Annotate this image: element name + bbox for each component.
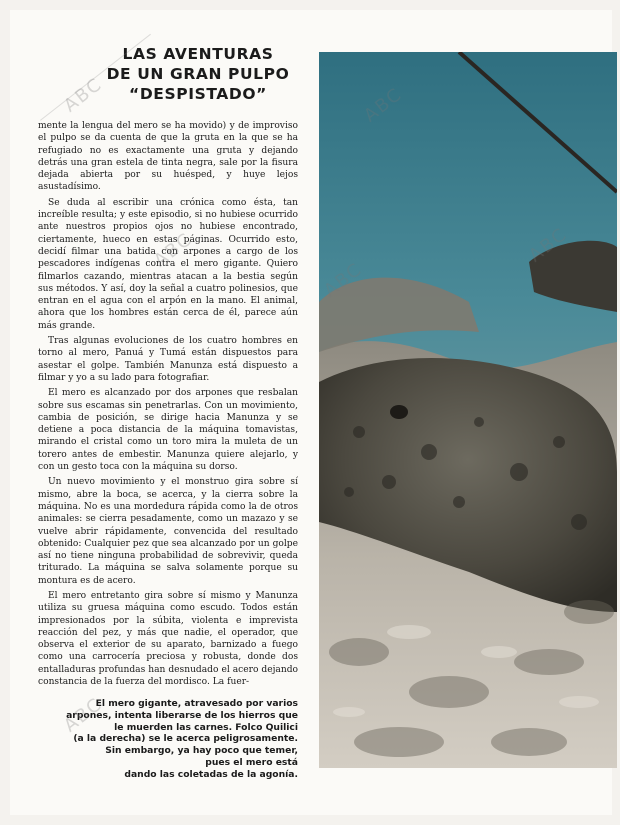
title-line-2: DE UN GRAN PULPO [106,65,290,83]
watermark-abc: ABC [150,228,197,272]
caption-line-2: arpones, intenta liberarse de los hierros que [66,709,298,721]
article-body [38,120,298,691]
grouper-photo [319,52,617,768]
watermark-abc: ABC [525,223,572,267]
paragraph-5: Un nuevo movimiento y el monstruo gira sobre sí mismo, abre la boca, se acerca, y la cierra sobre la máquina. No es una mordedura rápida como la de otros animales: se cierra pesadamente, como un mazazo y se vuelve abrir rápidamente, convencida del resultado obtenido: Cualquier pez que sea alcanzado por un golpe así no tiene ninguna probabilidad de sobrevivir, queda triturado. La máquina se salva solamente porque su montura es de acero. [38,477,298,586]
watermark-abc: ABC [60,693,107,737]
photo-caption [40,698,298,781]
caption-line-3: le muerden las carnes. Folco Quilici [114,721,298,733]
watermark-abc: ABC [360,83,407,127]
article-title [78,44,318,104]
title-line-1: LAS AVENTURAS [122,45,274,63]
fish-eye [390,405,408,419]
caption-line-4: (a la derecha) se le acerca peligrosamente. [73,733,298,745]
paragraph-1: mente la lengua del mero se ha movido) y de improviso el pulpo se da cuenta de que la gruta en la que se ha refugiado no es exactamente una gruta y dejando detrás una gran estela de tinta negra, sale por la fisura dejada abierta por su huésped, y huye lejos asustadísimo. [38,121,298,193]
paragraph-3: Tras algunas evoluciones de los cuatro hombres en torno al mero, Panuá y Tumá están dispuestos para asestar el golpe. También Manunza está dispuesto a filmar y yo a su lado para fotografiar. [38,336,298,383]
paragraph-6: El mero entretanto gira sobre sí mismo y Manunza utiliza su gruesa máquina como escudo. Todos están impresionados por la súbita, violenta e imprevista reacción del pez, y más que nadie, el operador, que observa el exterior de su aparato, barnizado a fuego como una carrocería preciosa y robusta, donde dos entalladuras profundas han desnudado el acero dejando constancia de la fuerza del mordisco. La fuer- [38,590,298,688]
caption-line-5: Sin embargo, ya hay poco que temer, [105,745,298,757]
title-line-3: “DESPISTADO” [129,85,267,103]
paragraph-4: El mero es alcanzado por dos arpones que resbalan sobre sus escamas sin penetrarlas. Con un movimiento, cambia de posición, se dirige hacia Manunza y se detiene a poca distancia de la máquina tomavistas, mirando el cristal como un toro mira la muleta de un torero antes de embestir. Manunza quiere alejarlo, y con un gesto toca con la máquina su dorso. [38,388,298,473]
caption-line-7: dando las coletadas de la agonía. [124,768,298,780]
paragraph-2: Se duda al escribir una crónica como ésta, tan increíble resulta; y este episodio, si no hubiese ocurrido ante nuestros propios ojos no hubiese encontrado, ciertamente, hueco en estas páginas. Ocurrido esto, decidí filmar una batida con arpones a cargo de los pescadores indígenas contra el mero gigante. Quiero filmarlos cazando, mientras atacan a la bestia según sus métodos. Y así, doy la señal a cuatro polinesios, que entran en el agua con el arpón en la mano. El animal, ahora que los hombres están cerca de él, parece aún más grande. [38,197,298,331]
photo-illustration [319,52,617,768]
watermark-abc: ABC [320,258,367,302]
caption-line-1: El mero gigante, atravesado por varios [95,698,298,709]
caption-line-6: pues el mero está [205,756,298,768]
watermark-abc: ABC [60,73,107,117]
